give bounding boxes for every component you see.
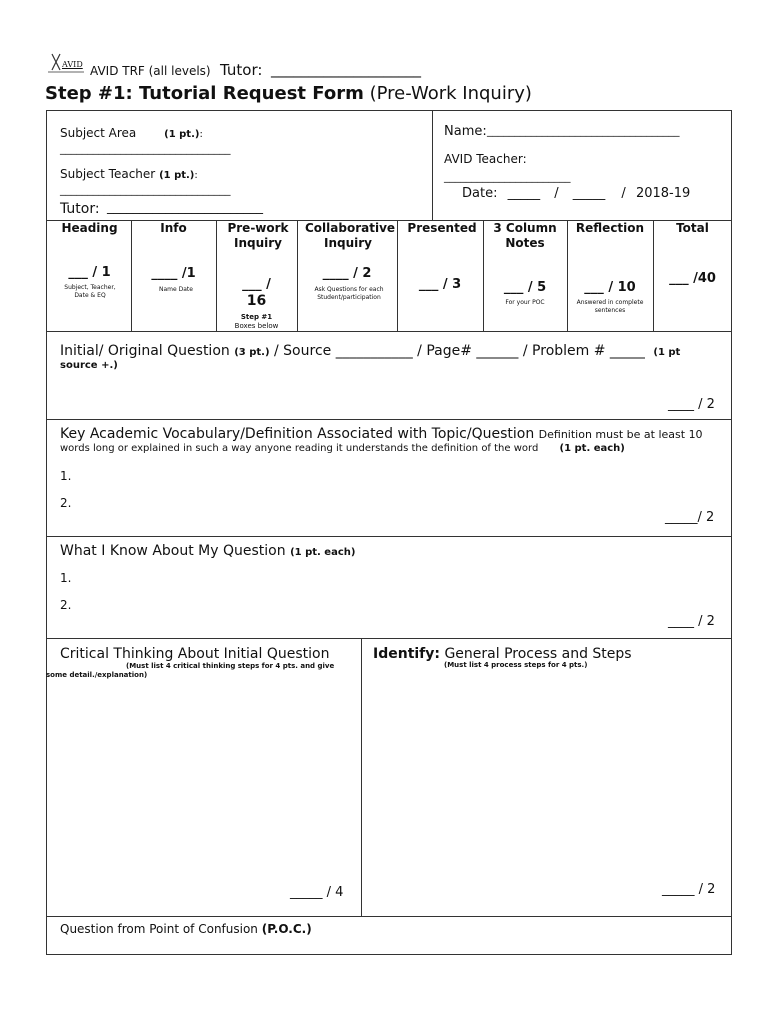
critical-desc-1: (Must list 4 critical thinking steps for 4 pts. and give xyxy=(126,662,335,670)
identify-desc: (Must list 4 process steps for 4 pts.) xyxy=(444,661,588,669)
identify-title: Identify: General Process and Steps xyxy=(373,646,632,662)
col-collab-score[interactable]: ____ / 2 xyxy=(322,266,372,281)
col-prework-header: Pre-work Inquiry xyxy=(227,221,289,250)
page-title-normal: (Pre-Work Inquiry) xyxy=(369,83,532,104)
col-total-score[interactable]: ___ /40 xyxy=(669,271,716,286)
col-info-score[interactable]: ____ /1 xyxy=(151,266,196,281)
page-title xyxy=(45,83,532,104)
date-day-field[interactable]: _____ xyxy=(572,186,606,201)
col-notes-header: 3 Column Notes xyxy=(493,221,557,250)
avid-logo-text: AVID xyxy=(62,60,83,69)
col-info-note: Name Date xyxy=(159,286,193,293)
poc-title: Question from Point of Confusion (P.O.C.) xyxy=(60,922,312,936)
score-col-divider xyxy=(397,220,398,331)
col-reflection-header: Reflection xyxy=(575,221,645,235)
vocab-item-2[interactable]: 2. xyxy=(60,496,72,510)
initial-question-score[interactable]: ____ / 2 xyxy=(668,397,715,412)
col-prework-score-b: 16 xyxy=(246,293,267,309)
section-divider xyxy=(46,536,732,537)
col-notes-score[interactable]: ___ / 5 xyxy=(503,280,547,295)
section-divider xyxy=(46,638,732,639)
subject-teacher-field[interactable]: _______________________________ xyxy=(60,183,231,196)
vocab-score[interactable]: _____/ 2 xyxy=(665,510,715,525)
form-subtitle: AVID TRF (all levels) xyxy=(90,64,211,78)
initial-question-pts-cont: source +.) xyxy=(60,360,118,371)
initial-question-label: Initial/ Original Question xyxy=(60,343,230,359)
know-item-1[interactable]: 1. xyxy=(60,571,72,585)
know-item-2[interactable]: 2. xyxy=(60,598,72,612)
col-total-header: Total xyxy=(676,221,709,235)
col-presented-header: Presented xyxy=(407,221,477,235)
info-tutor-field[interactable]: ________________________ xyxy=(107,200,263,215)
page-field[interactable]: Page# ______ xyxy=(426,343,519,359)
critical-title: Critical Thinking About Initial Question xyxy=(60,646,330,662)
avid-teacher-field[interactable]: _______________________ xyxy=(444,170,571,183)
subject-teacher: Subject Teacher (1 pt.): xyxy=(60,167,198,181)
col-info-header: Info xyxy=(160,221,187,235)
header-tutor-label: Tutor: xyxy=(220,61,263,79)
name-field[interactable]: ___________________________________ xyxy=(487,124,680,137)
score-table-bottom xyxy=(46,331,732,332)
col-heading-note: Subject, Teacher, Date & EQ xyxy=(64,284,116,299)
know-title: What I Know About My Question (1 pt. each) xyxy=(60,543,356,559)
col-presented-score[interactable]: ___ / 3 xyxy=(418,277,462,292)
col-reflection-score[interactable]: ___ / 10 xyxy=(584,280,636,295)
col-reflection-note: Answered in complete sentences xyxy=(576,299,644,314)
critical-identify-divider xyxy=(361,638,362,916)
info-tutor-label: Tutor: xyxy=(60,201,100,217)
col-collab-header: Collaborative Inquiry xyxy=(305,221,396,250)
date-year: 2018-19 xyxy=(635,186,691,201)
col-heading-score[interactable]: ___ / 1 xyxy=(68,265,111,280)
avid-teacher-label: AVID Teacher: xyxy=(444,152,527,166)
name-label: Name: xyxy=(444,124,487,139)
col-prework-score-a[interactable]: ___ / xyxy=(242,277,271,292)
header-tutor-field[interactable]: ____________________ xyxy=(271,60,421,78)
col-notes-note: For your POC xyxy=(505,299,545,306)
score-col-divider xyxy=(483,220,484,331)
subject-area-field[interactable]: _______________________________ xyxy=(60,142,231,155)
identify-score[interactable]: _____ / 2 xyxy=(662,882,716,897)
avid-logo xyxy=(46,52,86,74)
problem-field[interactable]: Problem # _____ xyxy=(532,343,645,359)
date-row: Date: _____ / _____ / 2018-19 xyxy=(462,186,691,201)
initial-question-line: Initial/ Original Question (3 pt.) / Source ___________ / Page# ______ / Problem # _____ (1 pt xyxy=(60,343,681,359)
vocab-desc: words long or explained in such a way anyone reading it understands the definition of the word (1 pt. each) xyxy=(60,443,625,454)
score-col-divider xyxy=(567,220,568,331)
critical-desc-2: some detail./explanation) xyxy=(46,671,148,679)
know-score[interactable]: ____ / 2 xyxy=(668,614,715,629)
date-month-field[interactable]: _____ xyxy=(507,186,541,201)
info-divider xyxy=(432,110,433,220)
section-divider xyxy=(46,419,732,420)
vocab-title: Key Academic Vocabulary/Definition Associated with Topic/Question Definition must be at least 10 xyxy=(60,426,703,442)
subject-area: Subject Area (1 pt.): xyxy=(60,126,203,140)
col-prework-note: Boxes below xyxy=(234,322,279,330)
section-divider xyxy=(46,916,732,917)
vocab-item-1[interactable]: 1. xyxy=(60,469,72,483)
critical-score[interactable]: _____ / 4 xyxy=(290,885,344,900)
page-title-bold: Step #1: Tutorial Request Form xyxy=(45,83,364,104)
col-collab-note: Ask Questions for each Student/participation xyxy=(314,286,384,301)
col-heading-header: Heading xyxy=(61,221,118,235)
col-prework-note-bold: Step #1 xyxy=(240,313,273,321)
source-field[interactable]: Source ___________ xyxy=(283,343,413,359)
